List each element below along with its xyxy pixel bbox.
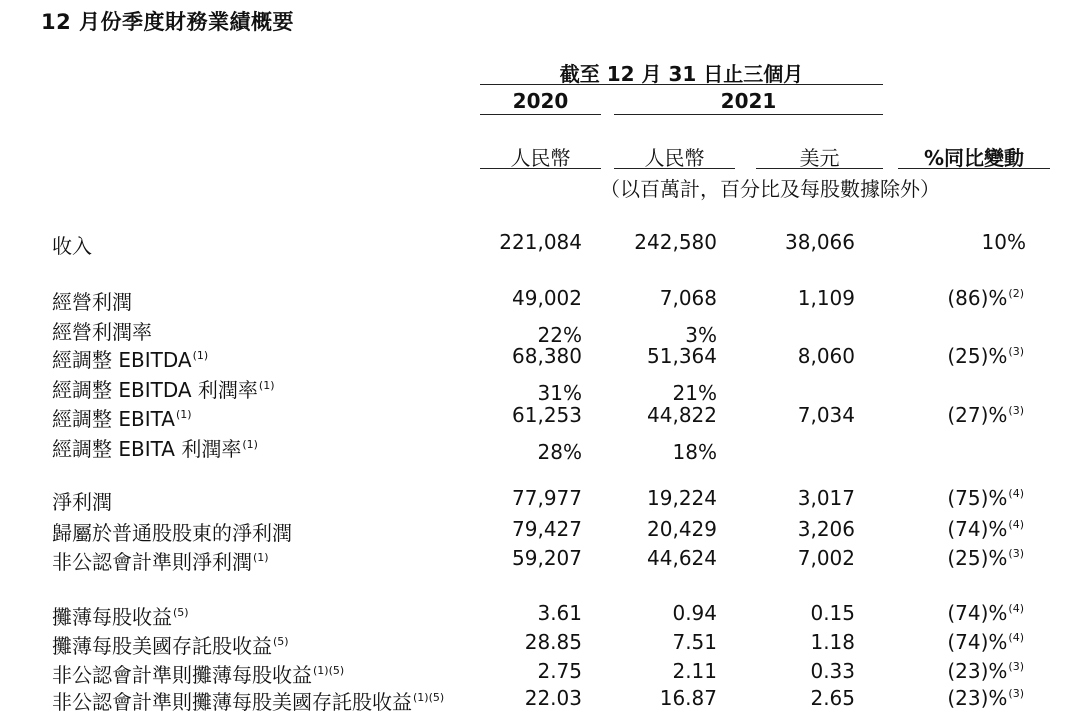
value-2020-rmb: 68,380 [512,344,582,368]
value-2021-usd: 0.15 [810,601,855,625]
row-label [52,630,289,659]
footnote-marker: (1)(5) [413,691,445,704]
value-2021-rmb: 21% [672,381,717,405]
year-2020-header: 2020 [512,89,569,113]
row-label [52,374,275,403]
value-2021-rmb: 51,364 [647,344,717,368]
row-label [52,403,192,432]
row-label [52,601,189,630]
value-2021-usd: 1.18 [810,630,855,654]
row-label-text: 收入 [52,234,92,258]
value-yoy-change [947,686,1024,710]
period-rule [480,84,883,85]
footnote-marker: (1) [242,438,258,451]
row-label-text: 淨利潤 [52,490,112,514]
value-yoy-change [947,517,1024,541]
value-2021-usd: 0.33 [810,659,855,683]
value-2020-rmb: 22.03 [524,686,582,710]
footnote-marker: (1)(5) [313,664,345,677]
value-2020-rmb: 77,977 [512,486,582,510]
footnote-marker: (5) [173,606,189,619]
value-2020-rmb: 61,253 [512,403,582,427]
value-2021-rmb: 242,580 [634,230,717,254]
footnote-marker: (3) [1008,345,1024,358]
value-2021-rmb: 20,429 [647,517,717,541]
footnote-marker: (3) [1008,687,1024,700]
row-label [52,316,152,345]
row-label-text: 攤薄每股美國存託股收益 [52,634,272,658]
footnote-marker: (4) [1008,487,1024,500]
yoy-text: (23)% [947,686,1008,710]
year-2020-rule [480,114,601,115]
value-2021-rmb: 7.51 [672,630,717,654]
value-2021-rmb: 2.11 [672,659,717,683]
yoy-text: (23)% [947,659,1008,683]
page-title: 12 月份季度財務業績概要 [41,10,295,34]
value-2021-rmb: 3% [685,323,717,347]
footnote-marker: (1) [253,551,269,564]
footnote-marker: (3) [1008,547,1024,560]
period-header: 截至 12 月 31 日止三個月 [559,62,804,86]
value-yoy-change [947,403,1024,427]
value-2021-usd: 1,109 [797,286,855,310]
col-usd-header: 美元 [799,146,840,170]
value-2021-rmb: 16.87 [659,686,717,710]
row-label [52,486,112,515]
value-yoy-change [947,344,1024,368]
yoy-text: (25)% [947,546,1008,570]
yoy-text: 10% [981,230,1026,254]
footnote-marker: (2) [1008,287,1024,300]
value-2021-usd: 7,002 [797,546,855,570]
value-2020-rmb: 28% [537,440,582,464]
row-label-text: 歸屬於普通股股東的淨利潤 [52,521,292,545]
footnote-marker: (4) [1008,631,1024,644]
value-2021-rmb: 18% [672,440,717,464]
row-label-text: 非公認會計準則攤薄每股美國存託股收益 [52,690,412,714]
value-2021-usd: 38,066 [785,230,855,254]
footnote-marker: (4) [1008,602,1024,615]
row-label [52,433,258,462]
col-rule-4 [898,168,1050,169]
yoy-text: (27)% [947,403,1008,427]
col-rmb-2020-header: 人民幣 [510,146,571,170]
row-label [52,230,92,259]
value-2020-rmb: 59,207 [512,546,582,570]
value-2020-rmb: 31% [537,381,582,405]
value-2021-usd: 3,206 [797,517,855,541]
yoy-text: (74)% [947,517,1008,541]
value-2021-usd: 7,034 [797,403,855,427]
value-yoy-change [947,630,1024,654]
value-yoy-change [947,601,1024,625]
yoy-text: (25)% [947,344,1008,368]
row-label-text: 經營利潤率 [52,320,152,344]
row-label-text: 非公認會計準則淨利潤 [52,550,252,574]
yoy-text: (75)% [947,486,1008,510]
row-label [52,286,132,315]
value-2020-rmb: 79,427 [512,517,582,541]
col-rule-1 [480,168,601,169]
value-2021-usd: 8,060 [797,344,855,368]
value-yoy-change [947,546,1024,570]
footnote-marker: (1) [258,379,275,392]
value-yoy-change [947,659,1024,683]
yoy-text: (86)% [947,286,1008,310]
yoy-text: (74)% [947,601,1008,625]
row-label-text: 經調整 EBITA 利潤率 [52,437,242,461]
footnote-marker: (4) [1008,518,1024,531]
col-rmb-2021-header: 人民幣 [644,146,705,170]
value-2021-rmb: 19,224 [647,486,717,510]
row-label [52,659,344,688]
value-2021-rmb: 0.94 [672,601,717,625]
value-2020-rmb: 28.85 [524,630,582,654]
row-label [52,344,208,373]
value-2020-rmb: 3.61 [537,601,582,625]
value-yoy-change [947,286,1024,310]
value-2021-usd: 2.65 [810,686,855,710]
units-note: （以百萬計，百分比及每股數據除外） [600,177,940,201]
row-label-text: 經調整 EBITDA [52,348,192,372]
col-yoy-header: %同比變動 [923,146,1025,170]
value-2020-rmb: 22% [537,323,582,347]
footnote-marker: (1) [175,408,192,421]
value-2020-rmb: 49,002 [512,286,582,310]
footnote-marker: (3) [1008,404,1024,417]
value-2021-rmb: 7,068 [659,286,717,310]
row-label [52,686,444,715]
row-label-text: 非公認會計準則攤薄每股收益 [52,663,312,687]
col-rule-2 [614,168,735,169]
value-yoy-change [947,486,1024,510]
value-2021-rmb: 44,624 [647,546,717,570]
footnote-marker: (3) [1008,660,1024,673]
row-label [52,517,292,546]
year-2021-rule [614,114,883,115]
value-2020-rmb: 221,084 [499,230,582,254]
row-label-text: 經營利潤 [52,290,132,314]
value-yoy-change [982,230,1026,254]
value-2021-usd: 3,017 [797,486,855,510]
footnote-marker: (1) [192,349,209,362]
col-rule-3 [756,168,883,169]
value-2021-rmb: 44,822 [647,403,717,427]
footnote-marker: (5) [273,635,289,648]
yoy-text: (74)% [947,630,1008,654]
year-2021-header: 2021 [720,89,777,113]
row-label-text: 攤薄每股收益 [52,605,172,629]
row-label-text: 經調整 EBITA [52,407,175,431]
row-label-text: 經調整 EBITDA 利潤率 [52,378,258,402]
row-label [52,546,269,575]
value-2020-rmb: 2.75 [537,659,582,683]
